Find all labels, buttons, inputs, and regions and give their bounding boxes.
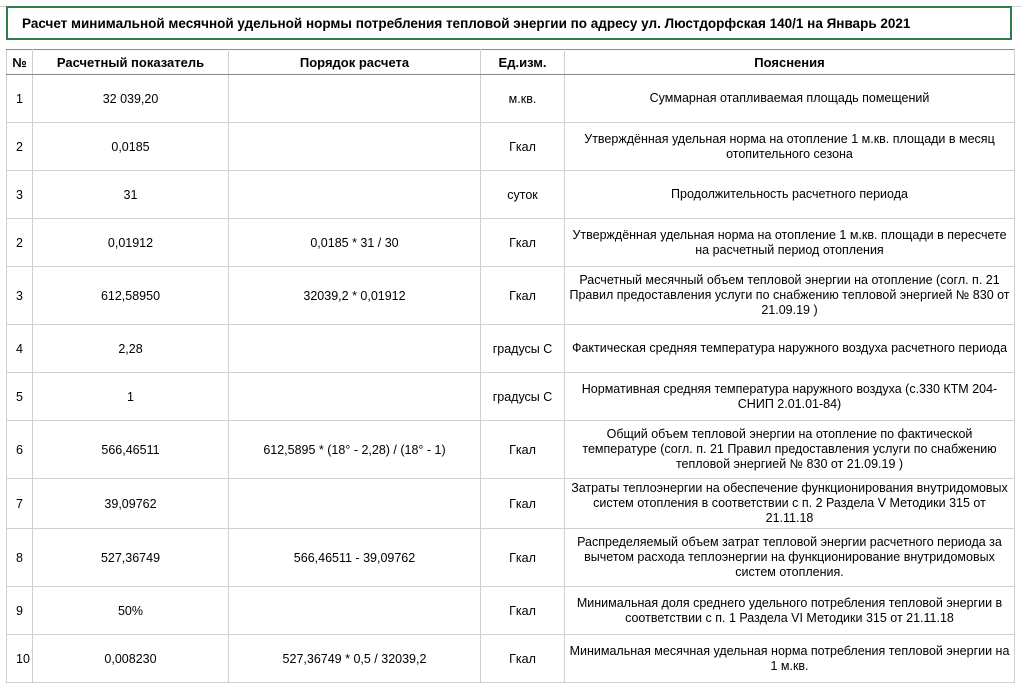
row-formula-cell[interactable]	[229, 479, 481, 529]
row-unit-cell[interactable]: Гкал	[481, 635, 565, 683]
table-row	[7, 635, 1015, 683]
row-note-cell[interactable]: Продолжительность расчетного периода	[565, 171, 1015, 219]
row-value-cell[interactable]: 39,09762	[33, 479, 229, 529]
header-indicator[interactable]: Расчетный показатель	[33, 50, 229, 75]
row-num-cell[interactable]: 7	[7, 479, 33, 529]
table-row	[7, 219, 1015, 267]
row-value-cell[interactable]: 527,36749	[33, 529, 229, 587]
row-note-cell[interactable]: Утверждённая удельная норма на отопление 1 м.кв. площади в месяц отопительного сезона	[565, 123, 1015, 171]
row-value-cell[interactable]: 32 039,20	[33, 75, 229, 123]
row-value-cell[interactable]: 1	[33, 373, 229, 421]
row-value-cell[interactable]: 0,008230	[33, 635, 229, 683]
sheet-title[interactable]: Расчет минимальной месячной удельной нормы потребления тепловой энергии по адресу ул. Люстдорфская 140/1 на Январь 2021	[6, 6, 1012, 40]
table-row	[7, 529, 1015, 587]
row-value-cell[interactable]: 2,28	[33, 325, 229, 373]
row-note-cell[interactable]: Суммарная отапливаемая площадь помещений	[565, 75, 1015, 123]
row-formula-cell[interactable]: 0,0185 * 31 / 30	[229, 219, 481, 267]
table-row	[7, 75, 1015, 123]
table-row	[7, 587, 1015, 635]
row-value-cell[interactable]: 50%	[33, 587, 229, 635]
row-num-cell[interactable]: 2	[7, 123, 33, 171]
row-unit-cell[interactable]: Гкал	[481, 123, 565, 171]
row-note-cell[interactable]: Распределяемый объем затрат тепловой энергии расчетного периода за вычетом расхода теплоэнергии на функционирование внутридомовых систем отопления.	[565, 529, 1015, 587]
row-note-cell[interactable]: Затраты теплоэнергии на обеспечение функционирования внутридомовых систем отопления в соответствии с п. 2 Раздела V Методики 315 от 21.11.18	[565, 479, 1015, 529]
row-value-cell[interactable]: 566,46511	[33, 421, 229, 479]
row-note-cell[interactable]: Минимальная доля среднего удельного потребления тепловой энергии в соответствии с п. 1 Раздела VI Методики 315 от 21.11.18	[565, 587, 1015, 635]
row-num-cell[interactable]: 1	[7, 75, 33, 123]
header-num[interactable]: №	[7, 50, 33, 75]
table-header-row	[7, 50, 1015, 75]
row-unit-cell[interactable]: м.кв.	[481, 75, 565, 123]
table-row	[7, 479, 1015, 529]
row-num-cell[interactable]: 3	[7, 267, 33, 325]
row-note-cell[interactable]: Минимальная месячная удельная норма потребления тепловой энергии на 1 м.кв.	[565, 635, 1015, 683]
row-unit-cell[interactable]: градусы С	[481, 325, 565, 373]
row-value-cell[interactable]: 0,01912	[33, 219, 229, 267]
row-note-cell[interactable]: Общий объем тепловой энергии на отопление по фактической температуре (согл. п. 21 Правил предоставления услуги по снабжению тепловой энергией № 830 от 21.09.19 )	[565, 421, 1015, 479]
header-notes[interactable]: Пояснения	[565, 50, 1015, 75]
row-num-cell[interactable]: 2	[7, 219, 33, 267]
row-unit-cell[interactable]: Гкал	[481, 421, 565, 479]
row-formula-cell[interactable]	[229, 123, 481, 171]
row-value-cell[interactable]: 612,58950	[33, 267, 229, 325]
row-num-cell[interactable]: 10	[7, 635, 33, 683]
header-formula[interactable]: Порядок расчета	[229, 50, 481, 75]
row-formula-cell[interactable]	[229, 75, 481, 123]
table-row	[7, 171, 1015, 219]
row-unit-cell[interactable]: Гкал	[481, 479, 565, 529]
calculation-table	[6, 49, 1015, 683]
row-unit-cell[interactable]: Гкал	[481, 219, 565, 267]
row-formula-cell[interactable]	[229, 373, 481, 421]
table-row	[7, 325, 1015, 373]
row-unit-cell[interactable]: Гкал	[481, 529, 565, 587]
table-row	[7, 373, 1015, 421]
row-num-cell[interactable]: 6	[7, 421, 33, 479]
row-num-cell[interactable]: 3	[7, 171, 33, 219]
row-formula-cell[interactable]	[229, 325, 481, 373]
row-note-cell[interactable]: Расчетный месячный объем тепловой энергии на отопление (согл. п. 21 Правил предоставления услуги по снабжению тепловой энергией № 830 от 21.09.19 )	[565, 267, 1015, 325]
row-unit-cell[interactable]: градусы С	[481, 373, 565, 421]
row-unit-cell[interactable]: Гкал	[481, 587, 565, 635]
row-note-cell[interactable]: Утверждённая удельная норма на отопление 1 м.кв. площади в пересчете на расчетный период отопления	[565, 219, 1015, 267]
row-value-cell[interactable]: 0,0185	[33, 123, 229, 171]
row-unit-cell[interactable]: Гкал	[481, 267, 565, 325]
row-num-cell[interactable]: 8	[7, 529, 33, 587]
row-note-cell[interactable]: Нормативная средняя температура наружного воздуха (с.330 КТМ 204-СНИП 2.01.01-84)	[565, 373, 1015, 421]
header-unit[interactable]: Ед.изм.	[481, 50, 565, 75]
row-note-cell[interactable]: Фактическая средняя температура наружного воздуха расчетного периода	[565, 325, 1015, 373]
row-num-cell[interactable]: 9	[7, 587, 33, 635]
row-value-cell[interactable]: 31	[33, 171, 229, 219]
row-formula-cell[interactable]	[229, 587, 481, 635]
row-formula-cell[interactable]: 32039,2 * 0,01912	[229, 267, 481, 325]
table-row	[7, 421, 1015, 479]
row-unit-cell[interactable]: суток	[481, 171, 565, 219]
row-num-cell[interactable]: 5	[7, 373, 33, 421]
row-formula-cell[interactable]	[229, 171, 481, 219]
row-formula-cell[interactable]: 612,5895 * (18° - 2,28) / (18° - 1)	[229, 421, 481, 479]
row-formula-cell[interactable]: 566,46511 - 39,09762	[229, 529, 481, 587]
row-formula-cell[interactable]: 527,36749 * 0,5 / 32039,2	[229, 635, 481, 683]
table-row	[7, 267, 1015, 325]
row-num-cell[interactable]: 4	[7, 325, 33, 373]
table-row	[7, 123, 1015, 171]
